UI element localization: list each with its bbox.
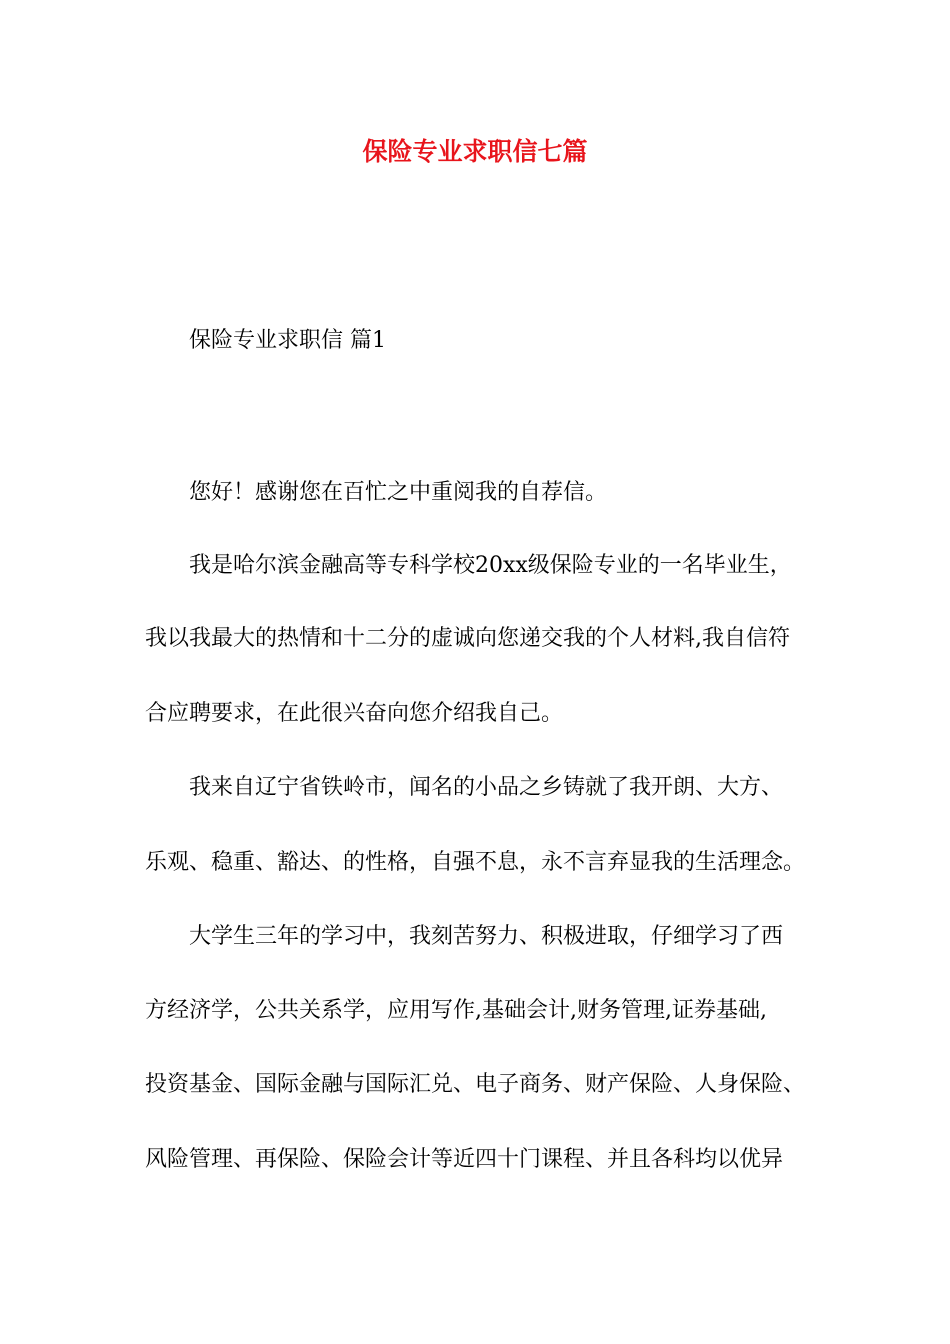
- text-line: 我来自辽宁省铁岭市，闻名的小品之乡铸就了我开朗、大方、: [189, 775, 784, 800]
- text-line: 您好！感谢您在百忙之中重阅我的自荐信。: [189, 480, 608, 505]
- section-heading: 保险专业求职信 篇1: [189, 328, 386, 353]
- text-line: 大学生三年的学习中，我刻苦努力、积极进取，仔细学习了西: [189, 924, 784, 949]
- text-line: 合应聘要求，在此很兴奋向您介绍我自己。: [145, 701, 564, 726]
- text-line: 方经济学，公共关系学，应用写作,基础会计,财务管理,证券基础,: [145, 998, 767, 1023]
- text-line: 投资基金、国际金融与国际汇兑、电子商务、财产保险、人身保险、: [145, 1072, 806, 1097]
- text-line: 我是哈尔滨金融高等专科学校20xx级保险专业的一名毕业生，: [189, 553, 792, 578]
- text-line: 乐观、稳重、豁达、的性格，自强不息，永不言弃显我的生活理念。: [145, 850, 806, 875]
- text-line: 风险管理、再保险、保险会计等近四十门课程、并且各科均以优异: [145, 1147, 784, 1172]
- text-line: 我以我最大的热情和十二分的虚诚向您递交我的个人材料,我自信符: [145, 626, 790, 651]
- document-title: 保险专业求职信七篇: [362, 137, 588, 166]
